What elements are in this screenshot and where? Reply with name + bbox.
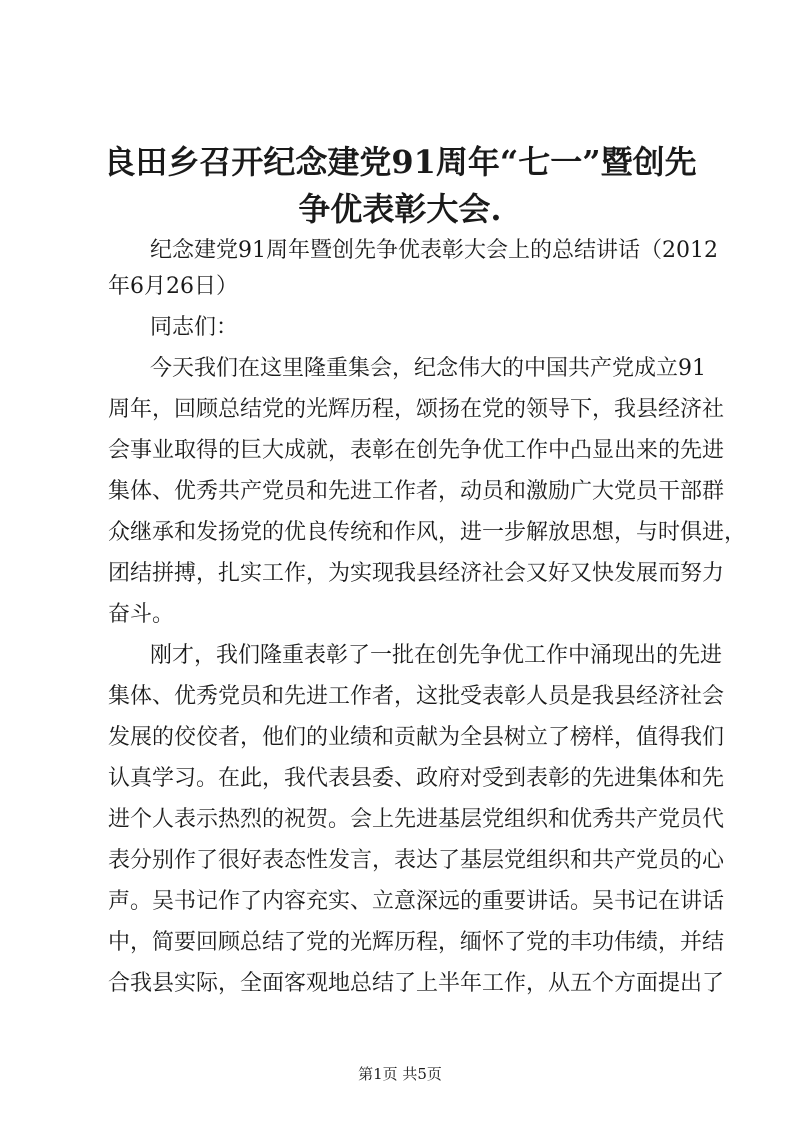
- body-line: 奋斗。: [108, 602, 175, 627]
- body-line: 合我县实际，全面客观地总结了上半年工作，从五个方面提出了: [108, 971, 725, 996]
- body-line: 纪念建党91周年暨创先争优表彰大会上的总结讲话（2012: [150, 238, 718, 263]
- document-title-line-1: 良田乡召开纪念建党91周年“七一”暨创先: [103, 143, 697, 181]
- body-line: 表分别作了很好表态性发言，表达了基层党组织和共产党员的心: [108, 848, 725, 873]
- body-line: 会事业取得的巨大成就，表彰在创先争优工作中凸显出来的先进: [108, 438, 725, 463]
- body-line: 团结拼搏，扎实工作，为实现我县经济社会又好又快发展而努力: [108, 561, 725, 586]
- body-line: 中，简要回顾总结了党的光辉历程，缅怀了党的丰功伟绩，并结: [108, 930, 725, 955]
- body-line: 众继承和发扬党的优良传统和作风，进一步解放思想，与时俱进，: [108, 520, 747, 545]
- body-line: 认真学习。在此，我代表县委、政府对受到表彰的先进集体和先: [108, 766, 725, 791]
- body-line: 周年，回顾总结党的光辉历程，颂扬在党的领导下，我县经济社: [108, 397, 725, 422]
- body-line: 进个人表示热烈的祝贺。会上先进基层党组织和优秀共产党员代: [108, 807, 725, 832]
- body-line: 年6月26日）: [108, 274, 238, 299]
- body-line: 声。吴书记作了内容充实、立意深远的重要讲话。吴书记在讲话: [108, 889, 725, 914]
- body-line: 今天我们在这里隆重集会，纪念伟大的中国共产党成立91: [150, 356, 706, 381]
- body-line: 集体、优秀党员和先进工作者，这批受表彰人员是我县经济社会: [108, 684, 725, 709]
- page-number-footer: 第1页 共5页: [358, 1065, 442, 1083]
- body-line: 刚才，我们隆重表彰了一批在创先争优工作中涌现出的先进: [150, 643, 723, 668]
- body-line: 同志们：: [150, 315, 239, 340]
- document-title-line-2: 争优表彰大会.: [298, 190, 502, 228]
- body-line: 集体、优秀共产党员和先进工作者，动员和激励广大党员干部群: [108, 479, 725, 504]
- body-line: 发展的佼佼者，他们的业绩和贡献为全县树立了榜样，值得我们: [108, 725, 725, 750]
